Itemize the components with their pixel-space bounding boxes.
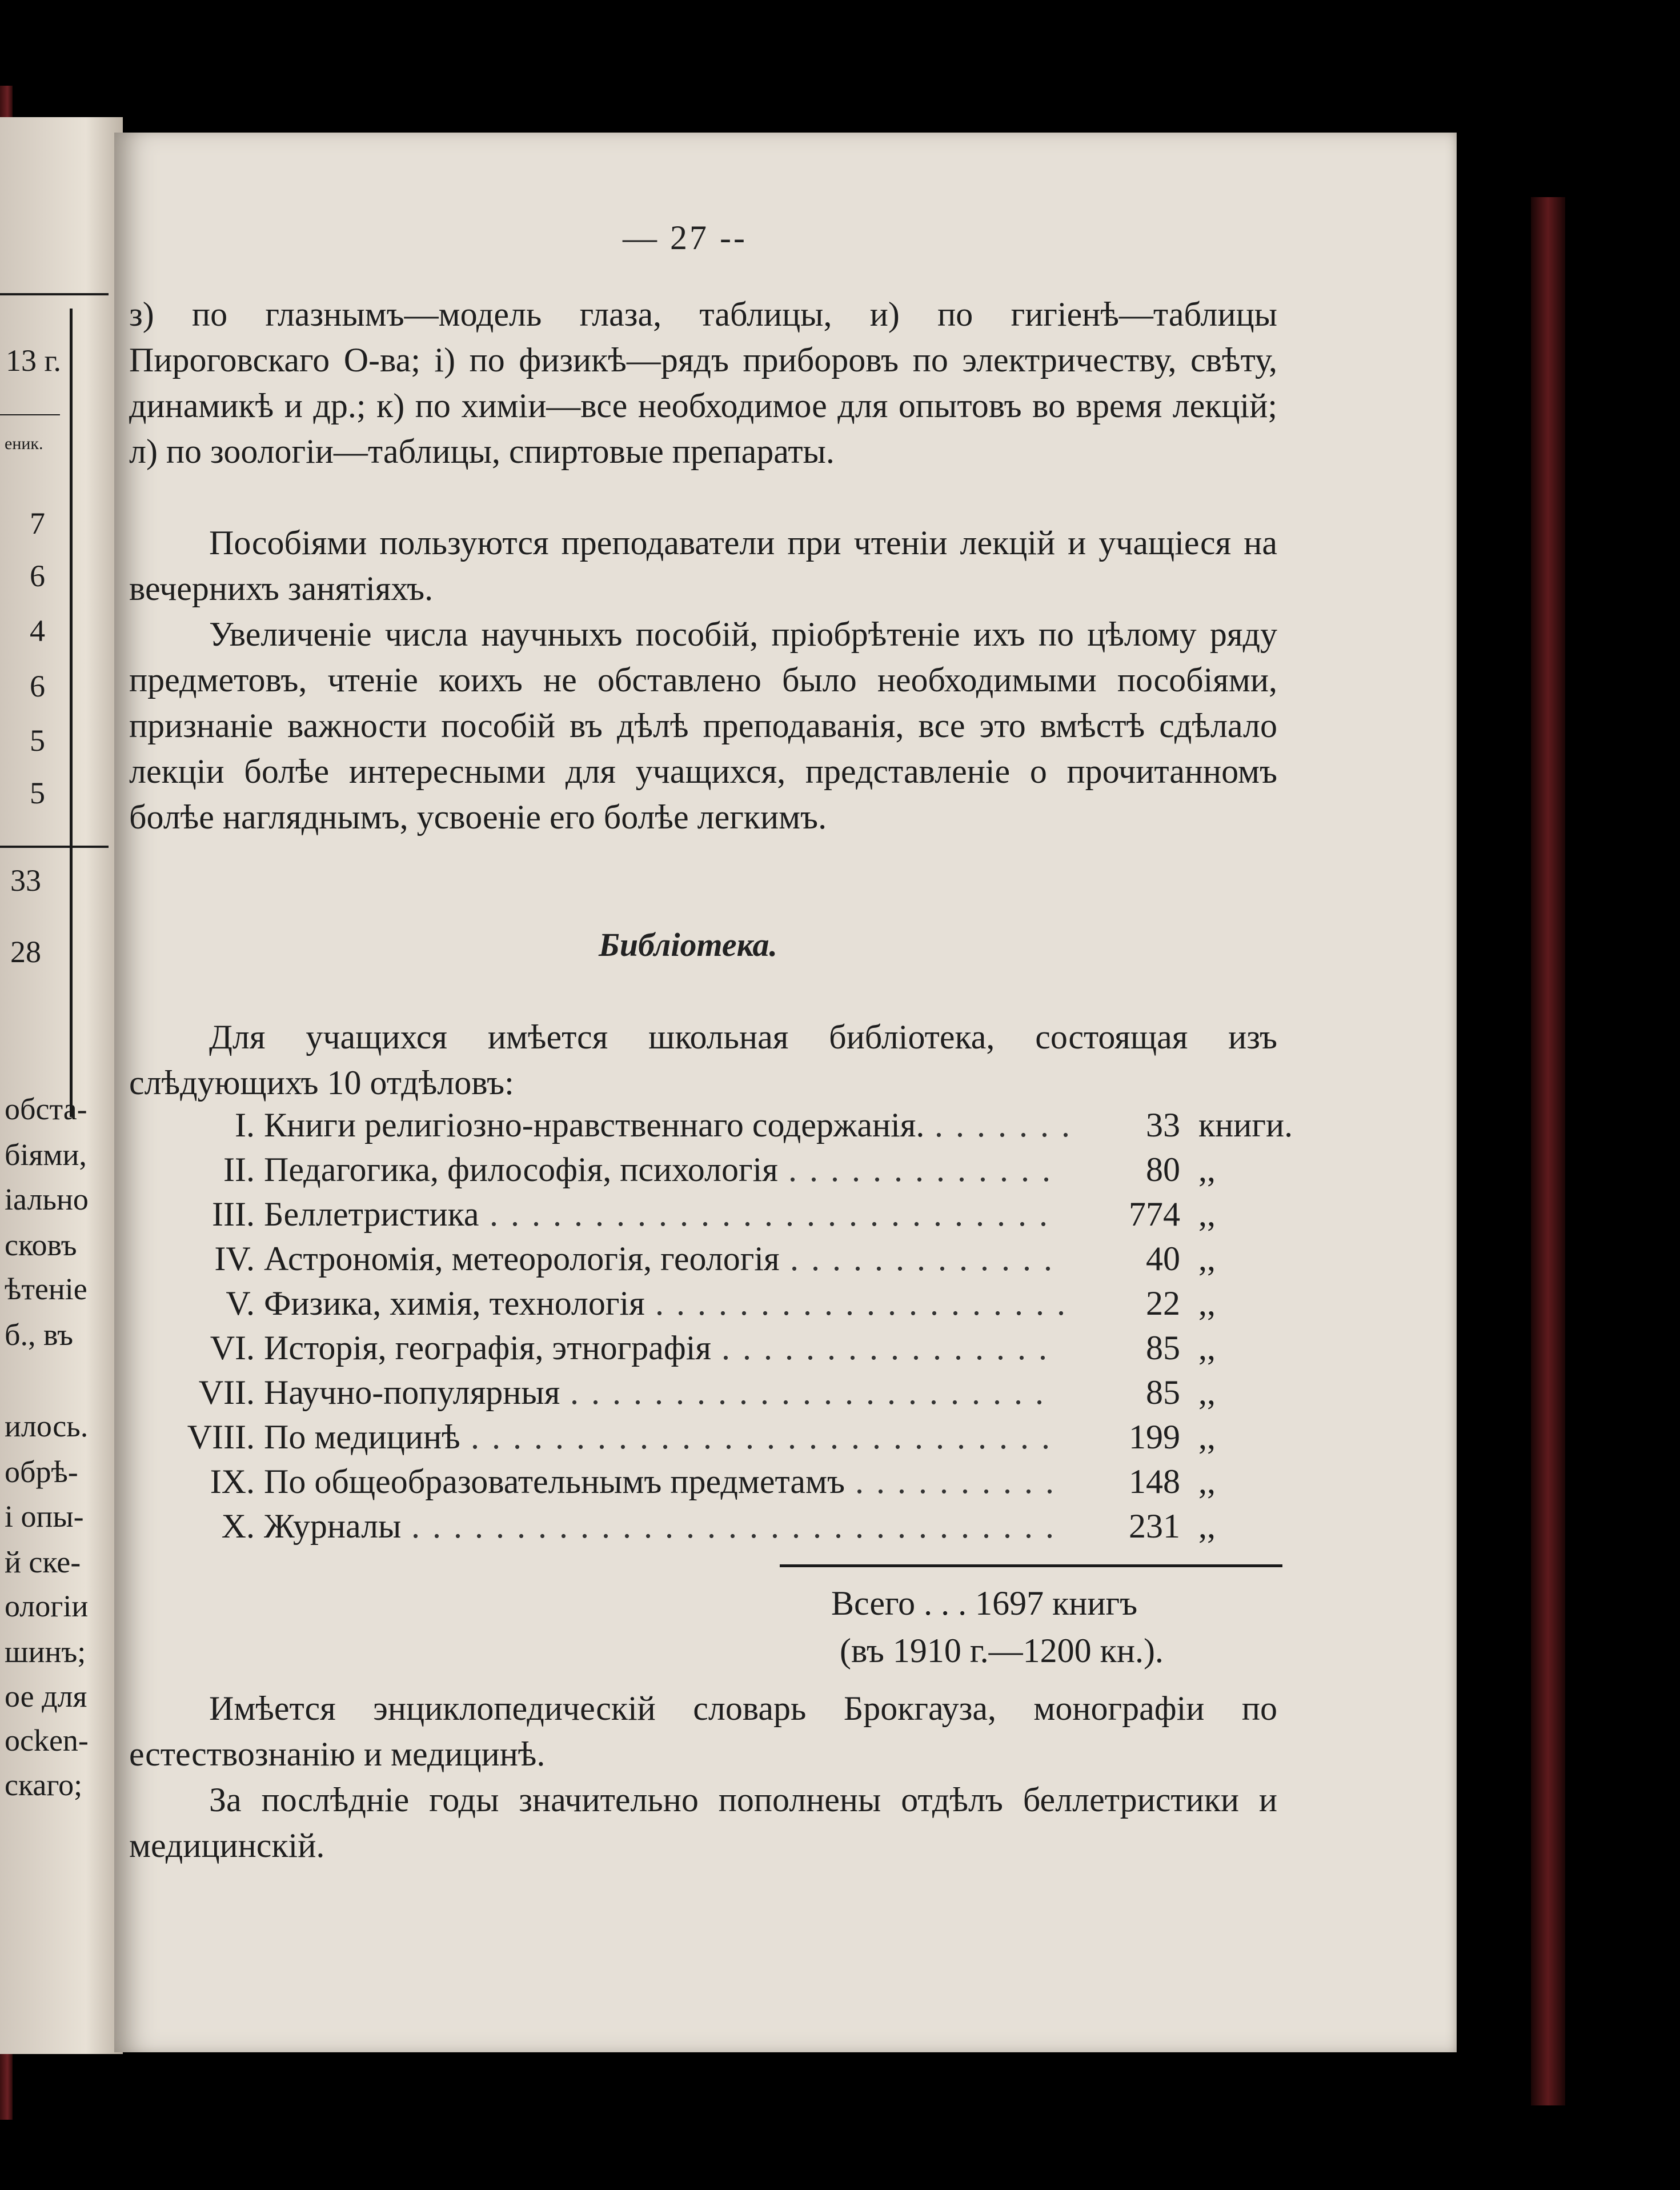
paragraph-recent-additions: За послѣдніе годы значительно пополнены отдѣлъ беллетристики и медицинскій. — [129, 1781, 1277, 1864]
paragraph-aids-list: з) по глазнымъ—модель глаза, таблицы, и) по гигіенѣ—таблицы Пироговскаго О-ва; і) по физикѣ—рядъ приборовъ по электричеству, свѣту, динамикѣ и др.; к) по химіи—все необходимое для опытовъ во время лекцій; л) по зоологіи—таблицы, спиртовые препараты. — [129, 295, 1277, 470]
left-fragment: іально — [5, 1182, 89, 1216]
library-section-unit: ,, — [1198, 1418, 1216, 1456]
library-section-unit: ,, — [1198, 1240, 1216, 1278]
library-section-row — [129, 1284, 1294, 1328]
library-section-number: III. — [212, 1195, 255, 1233]
library-section-count: 33 — [1146, 1106, 1180, 1144]
library-section-count: 40 — [1146, 1240, 1180, 1278]
library-section-title: Физика, химія, технологія — [264, 1284, 645, 1322]
left-fragment: ологіи — [5, 1589, 89, 1623]
library-section-number: X. — [221, 1507, 255, 1545]
left-fragment: сковъ — [5, 1228, 77, 1262]
left-fragment: обста- — [5, 1092, 87, 1126]
library-total: Всего . . . 1697 книгъ — [831, 1584, 1138, 1622]
left-fragment: і опы- — [5, 1499, 84, 1534]
left-header-year: 13 г. — [6, 343, 62, 378]
library-section-number: VII. — [198, 1374, 255, 1411]
library-section-count: 85 — [1146, 1374, 1180, 1411]
library-section-row — [129, 1328, 1294, 1373]
left-sum: 33 — [10, 863, 41, 898]
leader-dots: ............................ — [471, 1418, 1062, 1456]
library-section-row — [129, 1106, 1294, 1150]
left-fragment: шинъ; — [5, 1635, 86, 1669]
header-rule — [0, 414, 60, 415]
left-fragment: скаго; — [5, 1768, 83, 1802]
library-section-number: I. — [235, 1106, 255, 1144]
left-fragment: й ске- — [5, 1545, 81, 1579]
library-section-title: По общеобразовательнымъ предметамъ — [264, 1463, 845, 1500]
library-section-title: Журналы — [264, 1507, 402, 1545]
paragraph-library-intro: Для учащихся имѣется школьная библіотека, состоящая изъ слѣдующихъ 10 отдѣловъ: — [129, 1018, 1277, 1102]
leader-dots: .......... — [855, 1463, 1066, 1500]
table-column-rule — [70, 309, 73, 1117]
left-value: 7 — [30, 506, 45, 541]
library-section-row — [129, 1418, 1294, 1462]
library-section-count: 231 — [1129, 1507, 1180, 1545]
paragraph-encyclopedia: Имѣется энциклопедическій словарь Брокгауза, монографіи по естествознанію и медицинѣ. — [129, 1689, 1277, 1773]
section-heading-library: Библіотека. — [599, 926, 778, 963]
library-section-title: Беллетристика — [264, 1195, 479, 1233]
library-section-row — [129, 1462, 1294, 1507]
library-section-count: 148 — [1129, 1463, 1180, 1500]
library-section-count: 85 — [1146, 1329, 1180, 1367]
library-section-unit: ,, — [1198, 1463, 1216, 1500]
library-sections-list — [129, 1106, 1294, 1551]
table-top-rule — [0, 293, 109, 295]
library-section-unit: ,, — [1198, 1195, 1216, 1233]
leader-dots: ....................... — [570, 1374, 1056, 1411]
library-section-number: VIII. — [187, 1418, 255, 1456]
left-fragment: біями, — [5, 1138, 87, 1172]
leader-dots: ............. — [790, 1240, 1065, 1278]
leader-dots: ....... — [935, 1106, 1082, 1144]
library-section-unit: книги. — [1198, 1106, 1293, 1144]
library-section-unit: ,, — [1198, 1507, 1216, 1545]
left-sum: 28 — [10, 935, 41, 969]
page-number: — 27 -- — [623, 219, 747, 257]
library-section-unit: ,, — [1198, 1151, 1216, 1188]
library-section-number: IV. — [214, 1240, 255, 1278]
library-section-number: IX. — [210, 1463, 255, 1500]
leader-dots: ........................... — [490, 1195, 1060, 1233]
library-section-title: Астрономія, метеорологія, геологія — [264, 1240, 780, 1278]
library-section-title: По медицинѣ — [264, 1418, 460, 1456]
library-section-row — [129, 1195, 1294, 1239]
left-value: 5 — [30, 723, 45, 758]
paragraph-aids-usage: Пособіями пользуются преподаватели при чтеніи лекцій и учащіеся на вечернихъ занятіяхъ. — [129, 524, 1277, 607]
book-binding-right — [1531, 197, 1565, 2105]
library-section-title: Научно-популярныя — [264, 1374, 560, 1411]
library-section-count: 22 — [1146, 1284, 1180, 1322]
library-section-unit: ,, — [1198, 1374, 1216, 1411]
leader-dots: ................ — [721, 1329, 1060, 1367]
sum-rule — [0, 846, 109, 848]
library-section-number: II. — [223, 1151, 255, 1188]
library-section-number: VI. — [210, 1329, 255, 1367]
left-value: 5 — [30, 776, 45, 810]
library-section-title: Педагогика, философія, психологія — [264, 1151, 778, 1188]
left-fragment: обрѣ- — [5, 1455, 78, 1489]
left-header-col: еник. — [5, 434, 43, 453]
facing-page-left — [0, 117, 123, 2054]
library-section-unit: ,, — [1198, 1284, 1216, 1322]
library-section-row — [129, 1373, 1294, 1418]
library-total-1910: (въ 1910 г.—1200 кн.). — [840, 1632, 1164, 1669]
left-fragment: б., въ — [5, 1318, 74, 1352]
left-fragment: ѣтеніе — [5, 1272, 87, 1306]
leader-dots: ............. — [788, 1151, 1063, 1188]
total-rule — [780, 1564, 1282, 1567]
leader-dots: ............................... — [411, 1507, 1066, 1545]
library-section-row — [129, 1239, 1294, 1284]
library-section-row — [129, 1507, 1294, 1551]
library-section-unit: ,, — [1198, 1329, 1216, 1367]
left-value: 6 — [30, 559, 45, 593]
left-fragment: илось. — [5, 1409, 89, 1443]
library-section-count: 80 — [1146, 1151, 1180, 1188]
library-section-count: 199 — [1129, 1418, 1180, 1456]
library-section-title: Исторія, географія, этнографія — [264, 1329, 711, 1367]
library-section-row — [129, 1150, 1294, 1195]
library-section-count: 774 — [1129, 1195, 1180, 1233]
library-section-number: V. — [226, 1284, 255, 1322]
paragraph-aids-increase: Увеличеніе числа научныхъ пособій, пріобрѣтеніе ихъ по цѣлому ряду предметовъ, чтеніе коихъ не обставлено было необходимыми пособіями, признаніе важности пособій въ дѣлѣ преподаванія, все это вмѣстѣ сдѣлало лекціи болѣе интересными для учащихся, представленіе о прочитанномъ болѣе нагляднымъ, усвоеніе его болѣе легкимъ. — [129, 615, 1277, 836]
leader-dots: .................... — [655, 1284, 1078, 1322]
left-fragment: ое для — [5, 1679, 87, 1713]
left-fragment: ocken- — [5, 1723, 89, 1757]
library-section-title: Книги религіозно-нравственнаго содержанія. — [264, 1106, 925, 1144]
left-value: 4 — [30, 614, 45, 648]
left-value: 6 — [30, 669, 45, 703]
